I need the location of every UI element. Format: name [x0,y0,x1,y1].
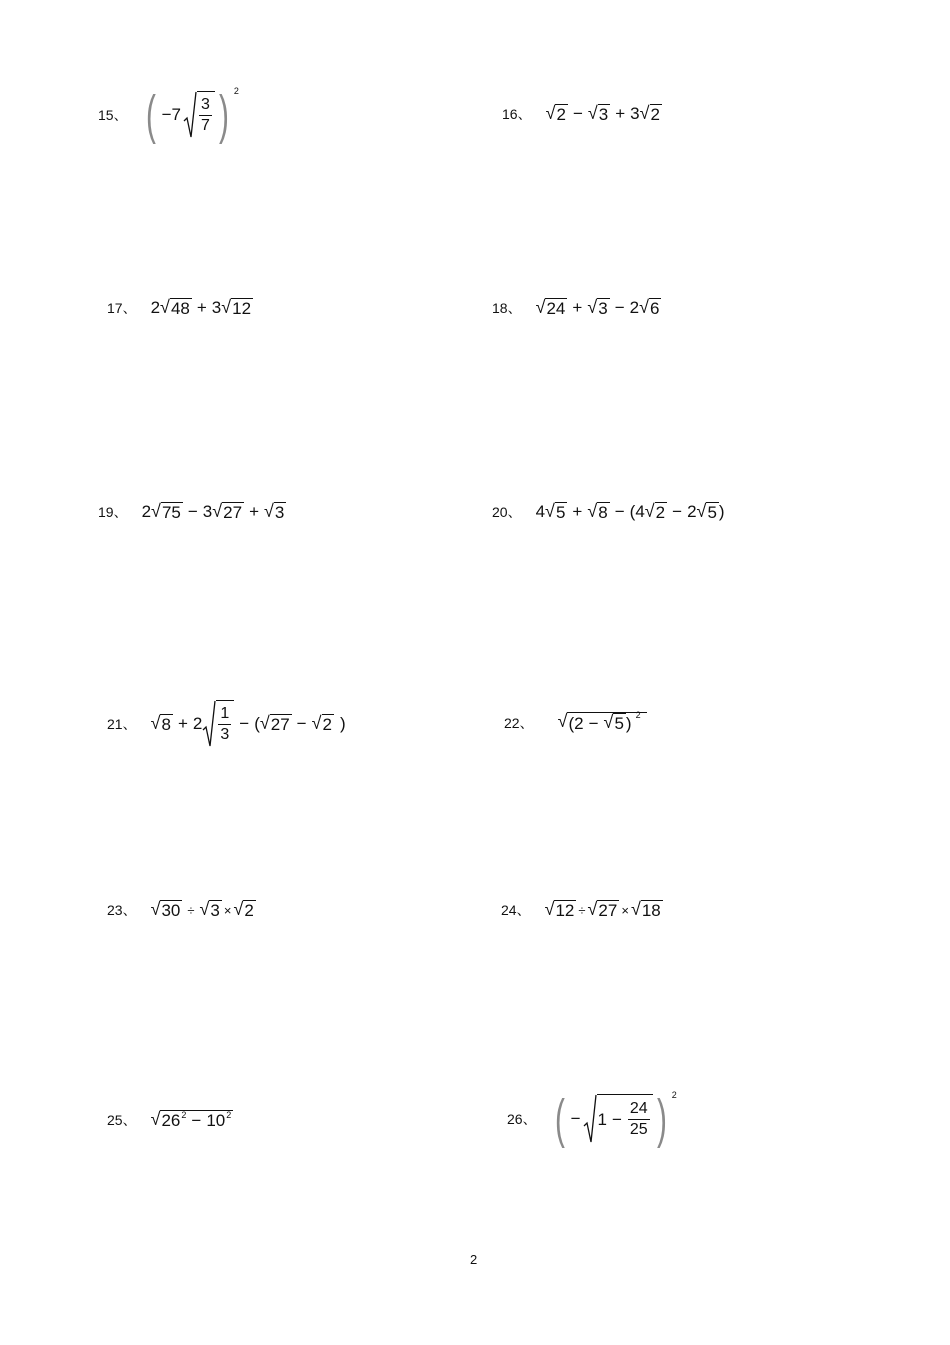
right-paren-icon: ) [218,85,229,145]
operator: − [614,502,625,522]
problem-18 [492,298,661,319]
problem-number: 23、 [107,902,137,919]
problem-16 [502,104,662,125]
radical: √ 3 [199,899,220,920]
operator: − [191,1111,202,1130]
radical-sign-icon: √ [587,297,598,317]
denominator: 3 [220,726,230,743]
radical [183,91,215,139]
radical: √ 5 [696,501,717,522]
radical-sign-icon: √ [639,297,649,317]
radical-sign-icon: √ [557,711,568,731]
coefficient: 4 [535,502,546,522]
problem-number: 15、 [98,107,128,123]
operator: + [177,714,188,733]
right-paren: ) [339,714,346,733]
radical: √ 6 [639,297,660,318]
problem-number: 22、 [504,714,534,731]
radical: √ 5 [603,712,624,733]
fraction [218,704,231,745]
operator: − [672,502,683,522]
radical-sign-icon: √ [587,899,598,919]
radical-sign-icon: √ [535,297,546,317]
operator: − [296,714,307,733]
numerator: 1 [218,704,231,725]
coefficient: −7 [161,105,181,124]
radical: √ 30 [150,899,181,920]
radical-sign-icon: √ [587,103,598,123]
radical: √ 12 [221,297,252,318]
problem-number: 17、 [107,300,137,317]
radical-sign-icon: √ [150,712,161,733]
left-paren-icon: ( [145,85,156,145]
denominator: 7 [200,117,210,134]
operator: − [572,104,583,124]
radical-sign-icon: √ [544,899,555,919]
fraction [628,1099,650,1140]
radical-sign-icon: √ [630,899,641,919]
numerator: 24 [628,1099,650,1120]
left-paren: ( [629,502,636,522]
problem-17 [107,298,253,319]
operator: + [196,298,207,318]
radical-sign-icon: √ [696,501,707,521]
radical-sign-icon: √ [639,103,650,123]
radical-sign-icon: √ [160,297,170,317]
radical-sign-icon: √ [545,501,555,521]
radical: √ 2 [639,103,660,124]
radical-sign-icon: √ [199,899,210,919]
radical: √ 3 [264,501,285,522]
exponent: 2 [635,710,641,721]
problem-22 [504,712,647,734]
problem-number: 24、 [501,902,531,919]
coefficient: 2 [192,714,203,733]
problem-number: 18、 [492,300,522,317]
coefficient: 2 [150,298,161,318]
radical: √ 27 [259,712,290,734]
right-paren-icon: ) [656,1089,667,1149]
radical [151,1110,234,1131]
page-number: 2 [470,1252,478,1267]
coefficient: 3 [630,104,640,124]
radical: √ 75 [151,501,181,522]
problem-25 [107,1110,233,1131]
radical [202,700,234,748]
right-paren: ) [718,502,725,522]
problem-15 [98,85,239,145]
radical-sign-icon: √ [221,297,232,317]
right-paren: ) [625,713,632,733]
problem-19 [98,502,286,523]
radical-sign-icon: √ [311,712,322,733]
radical-sign-icon: √ [233,899,244,919]
radical-sign-icon: √ [259,712,270,733]
radical-sign-icon: √ [150,899,161,919]
radical: √ 18 [630,899,661,920]
problem-20 [492,502,725,523]
radical-sign-icon: √ [212,501,223,521]
problem-23 [107,900,256,921]
radical: √ 2 [545,103,566,124]
radical: √ 27 [212,501,243,522]
radical-sign-icon: √ [264,501,274,521]
coefficient: 2 [141,502,152,522]
operator: − [611,1109,622,1129]
radical: √ 5 [545,501,566,522]
operator: − [239,714,250,733]
coefficient: 4 [635,502,645,522]
problem-number: 16、 [502,106,532,123]
operator: × [621,902,629,918]
radical-sign-icon: √ [603,712,614,732]
negative-sign: − [570,1109,581,1128]
coefficient: 3 [211,298,222,318]
operator: × [223,902,232,918]
radical: √ 12 [544,899,575,920]
exponent: 2 [671,1090,677,1100]
operator: − [588,713,599,733]
operator: + [615,104,626,124]
coefficient: 2 [687,502,697,522]
radical-sign-icon: √ [151,501,161,521]
problem-24 [501,900,663,921]
problem-number: 26、 [507,1111,537,1127]
base: 10 [206,1111,226,1130]
exponent: 2 [181,1109,187,1120]
operator: − [614,298,625,318]
operator: − [187,502,198,522]
operator: + [249,502,260,522]
radical [583,1094,653,1144]
operator: + [572,502,583,522]
radical: √ 8 [587,501,608,522]
radical-sign-icon: √ [644,501,655,521]
constant: 1 [597,1109,607,1129]
radical [558,712,647,734]
radical-sign-icon: √ [150,1109,161,1129]
problem-26 [507,1089,677,1149]
operator: ÷ [187,902,195,918]
radical: √ 3 [587,297,608,318]
numerator: 3 [199,95,212,116]
radical: √ 2 [233,899,254,920]
left-paren: ( [568,713,575,733]
radical: √ 24 [535,297,566,318]
radical: √ 8 [150,712,171,734]
radical: √ 27 [587,899,618,920]
problem-number: 21、 [107,716,137,732]
radical: √ 2 [644,501,666,522]
constant: 2 [574,713,584,733]
radical-sign-icon: √ [545,103,556,123]
operator: ÷ [578,902,586,918]
radical-sign-icon [583,1094,597,1144]
coefficient: 3 [202,502,213,522]
left-paren-icon: ( [554,1089,565,1149]
problem-21 [107,700,346,748]
radical-sign-icon [183,91,197,139]
problem-number: 25、 [107,1112,137,1129]
problem-number: 20、 [492,504,522,521]
radical: √ 48 [160,297,190,318]
denominator: 25 [629,1121,648,1138]
base: 26 [161,1111,181,1130]
fraction [199,95,212,136]
radical-sign-icon: √ [587,501,598,521]
radical: √ 3 [587,103,609,124]
exponent: 2 [233,86,239,96]
operator: + [572,298,583,318]
problem-number: 19、 [98,504,128,521]
left-paren: ( [254,714,260,733]
coefficient: 2 [629,298,640,318]
exponent: 2 [226,1109,232,1120]
radical-sign-icon [202,700,216,748]
radical: √ 2 [311,712,332,734]
